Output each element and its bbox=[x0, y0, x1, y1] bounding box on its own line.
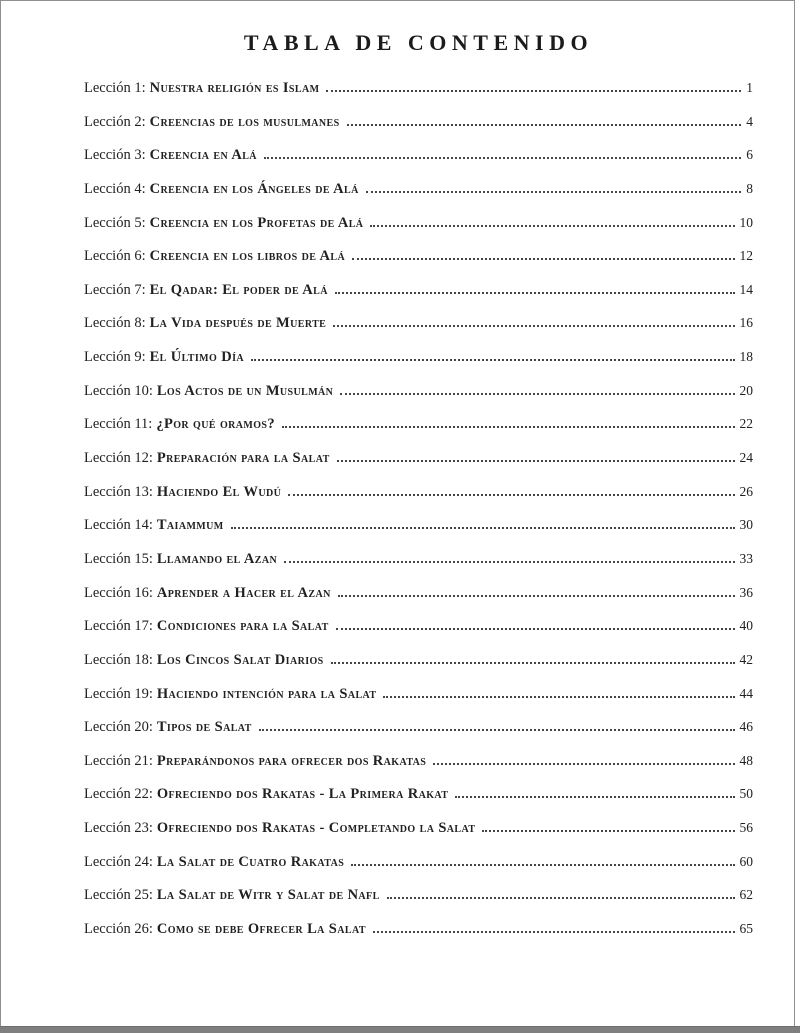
dot-leader bbox=[326, 90, 741, 92]
toc-entry bbox=[84, 146, 753, 180]
lesson-title: Taiammum bbox=[156, 517, 224, 534]
dot-leader bbox=[455, 796, 734, 798]
lesson-title: Los Cincos Salat Diarios bbox=[156, 651, 324, 668]
toc-entry bbox=[84, 584, 753, 618]
dot-leader bbox=[282, 426, 735, 428]
lesson-title: Creencia en Alá bbox=[149, 147, 257, 164]
lesson-title: Nuestra religión es Islam bbox=[149, 80, 320, 96]
dot-leader bbox=[370, 225, 734, 227]
toc-entry bbox=[84, 281, 753, 315]
lesson-number: Lección 12: bbox=[84, 450, 153, 467]
page-number: 18 bbox=[739, 349, 753, 365]
page-number: 24 bbox=[739, 450, 753, 466]
lesson-number: Lección 1: bbox=[84, 80, 146, 96]
lesson-number: Lección 25: bbox=[84, 887, 153, 904]
lesson-number: Lección 26: bbox=[84, 921, 153, 938]
toc-entry bbox=[84, 920, 753, 954]
page-number: 22 bbox=[739, 416, 753, 432]
dot-leader bbox=[337, 460, 735, 462]
lesson-title: Preparación para la Salat bbox=[156, 450, 330, 467]
page-number: 48 bbox=[739, 752, 753, 768]
dot-leader bbox=[373, 931, 735, 933]
lesson-number: Lección 16: bbox=[84, 584, 153, 601]
lesson-number: Lección 7: bbox=[84, 281, 146, 298]
lesson-number: Lección 20: bbox=[84, 719, 153, 736]
dot-leader bbox=[482, 830, 734, 832]
lesson-title: Preparándonos para ofrecer dos Rakatas bbox=[156, 752, 427, 769]
dot-leader bbox=[383, 696, 734, 698]
lesson-number: Lección 15: bbox=[84, 550, 153, 567]
lesson-number: Lección 5: bbox=[84, 214, 146, 231]
lesson-title: ¿Por qué oramos? bbox=[156, 416, 275, 433]
toc-entry bbox=[84, 348, 753, 382]
page-number: 60 bbox=[739, 853, 753, 869]
page-number: 44 bbox=[739, 685, 753, 701]
toc-entry bbox=[84, 516, 753, 550]
lesson-title: Creencias de los musulmanes bbox=[149, 113, 340, 130]
page-number: 26 bbox=[739, 483, 753, 499]
toc-entry bbox=[84, 79, 753, 113]
toc-list bbox=[84, 79, 753, 954]
lesson-number: Lección 17: bbox=[84, 618, 153, 635]
page-number: 4 bbox=[746, 113, 753, 129]
lesson-number: Lección 13: bbox=[84, 483, 153, 500]
page-content bbox=[84, 1, 753, 954]
lesson-number: Lección 10: bbox=[84, 382, 153, 399]
page-number: 46 bbox=[739, 719, 753, 735]
page-number: 20 bbox=[739, 382, 753, 398]
lesson-number: Lección 24: bbox=[84, 853, 153, 870]
lesson-number: Lección 8: bbox=[84, 315, 146, 332]
lesson-number: Lección 23: bbox=[84, 820, 153, 837]
lesson-title: El Último Día bbox=[149, 349, 244, 366]
toc-entry bbox=[84, 415, 753, 449]
dot-leader bbox=[340, 393, 734, 395]
dot-leader bbox=[264, 157, 741, 159]
toc-entry bbox=[84, 314, 753, 348]
lesson-number: Lección 4: bbox=[84, 180, 146, 197]
lesson-title: Creencia en los Ángeles de Alá bbox=[149, 180, 359, 197]
lesson-number: Lección 2: bbox=[84, 113, 146, 130]
page-number: 12 bbox=[739, 248, 753, 264]
lesson-title: El Qadar: El poder de Alá bbox=[149, 281, 328, 298]
dot-leader bbox=[347, 124, 742, 126]
lesson-number: Lección 18: bbox=[84, 651, 153, 668]
toc-entry bbox=[84, 449, 753, 483]
toc-entry bbox=[84, 617, 753, 651]
toc-entry bbox=[84, 886, 753, 920]
page-number: 16 bbox=[739, 315, 753, 331]
toc-entry bbox=[84, 113, 753, 147]
page-number: 8 bbox=[746, 180, 753, 196]
dot-leader bbox=[387, 897, 735, 899]
lesson-title: Ofreciendo dos Rakatas - La Primera Rakat bbox=[156, 786, 449, 803]
lesson-title: Aprender a Hacer el Azan bbox=[156, 584, 331, 601]
lesson-number: Lección 6: bbox=[84, 248, 146, 265]
lesson-title: Creencia en los Profetas de Alá bbox=[149, 214, 364, 231]
toc-entry bbox=[84, 214, 753, 248]
page-number: 6 bbox=[746, 147, 753, 163]
lesson-title: Como se debe Ofrecer La Salat bbox=[156, 921, 366, 938]
page-number: 36 bbox=[739, 584, 753, 600]
toc-entry bbox=[84, 550, 753, 584]
dot-leader bbox=[331, 662, 735, 664]
dot-leader bbox=[231, 527, 735, 529]
toc-entry bbox=[84, 483, 753, 517]
lesson-title: Haciendo El Wudú bbox=[156, 483, 282, 500]
page-number: 30 bbox=[739, 517, 753, 533]
lesson-title: Haciendo intención para la Salat bbox=[156, 685, 377, 702]
page-number: 40 bbox=[739, 618, 753, 634]
lesson-number: Lección 14: bbox=[84, 517, 153, 534]
lesson-title: Tipos de Salat bbox=[156, 719, 252, 736]
dot-leader bbox=[333, 325, 734, 327]
lesson-number: Lección 11: bbox=[84, 416, 153, 433]
dot-leader bbox=[259, 729, 735, 731]
toc-entry bbox=[84, 685, 753, 719]
lesson-number: Lección 19: bbox=[84, 685, 153, 702]
page-number: 1 bbox=[746, 80, 753, 95]
toc-entry bbox=[84, 785, 753, 819]
dot-leader bbox=[284, 561, 734, 563]
dot-leader bbox=[336, 628, 735, 630]
page-number: 33 bbox=[739, 550, 753, 566]
page-number: 14 bbox=[739, 281, 753, 297]
lesson-title: La Salat de Witr y Salat de Nafl bbox=[156, 887, 380, 904]
toc-entry bbox=[84, 853, 753, 887]
toc-entry bbox=[84, 382, 753, 416]
dot-leader bbox=[351, 864, 734, 866]
page-number: 62 bbox=[739, 887, 753, 903]
lesson-number: Lección 22: bbox=[84, 786, 153, 803]
lesson-title: Condiciones para la Salat bbox=[156, 618, 329, 635]
toc-entry bbox=[84, 651, 753, 685]
page-title: TABLA DE CONTENIDO bbox=[243, 30, 594, 55]
toc-entry bbox=[84, 718, 753, 752]
lesson-title: Los Actos de un Musulmán bbox=[156, 382, 334, 399]
page-number: 65 bbox=[739, 921, 753, 937]
lesson-title: Creencia en los libros de Alá bbox=[149, 248, 346, 265]
lesson-number: Lección 3: bbox=[84, 147, 146, 164]
dot-leader bbox=[251, 359, 735, 361]
lesson-title: Llamando el Azan bbox=[156, 550, 278, 567]
toc-entry bbox=[84, 180, 753, 214]
dot-leader bbox=[352, 258, 734, 260]
page-edge-shadow bbox=[0, 1026, 800, 1033]
dot-leader bbox=[366, 191, 742, 193]
toc-entry bbox=[84, 752, 753, 786]
dot-leader bbox=[338, 595, 735, 597]
lesson-title: Ofreciendo dos Rakatas - Completando la Salat bbox=[156, 820, 476, 837]
page-number: 42 bbox=[739, 651, 753, 667]
lesson-title: La Vida después de Muerte bbox=[149, 315, 327, 332]
page-number: 10 bbox=[739, 214, 753, 230]
lesson-number: Lección 21: bbox=[84, 752, 153, 769]
lesson-title: La Salat de Cuatro Rakatas bbox=[156, 853, 345, 870]
page-number: 50 bbox=[739, 786, 753, 802]
page-number: 56 bbox=[739, 820, 753, 836]
dot-leader bbox=[335, 292, 735, 294]
lesson-number: Lección 9: bbox=[84, 349, 146, 366]
toc-entry bbox=[84, 247, 753, 281]
dot-leader bbox=[288, 494, 734, 496]
dot-leader bbox=[433, 763, 734, 765]
toc-entry bbox=[84, 819, 753, 853]
